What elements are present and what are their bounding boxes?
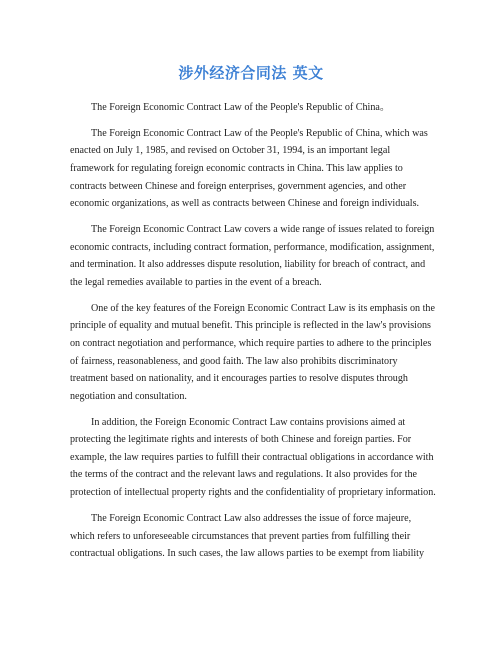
paragraph: The Foreign Economic Contract Law covers a wide range of issues related to foreign economic contracts, including contract formation, performance, modification, assignment, and termination. It also addresses dispute resolution, liability for breach of contract, and the legal remedies available to parties in the event of a breach. [70, 224, 435, 288]
document-body [70, 99, 436, 571]
document-title: 涉外经济合同法 英文 [178, 64, 324, 82]
paragraph: The Foreign Economic Contract Law of the People's Republic of China, which was enacted on July 1, 1985, and revised on October 31, 1994, is an important legal framework for regulating foreign economic contracts in China. This law applies to contracts between Chinese and foreign enterprises, government agencies, and other economic organizations, as well as contracts between Chinese and foreign individuals. [70, 127, 428, 210]
paragraph: In addition, the Foreign Economic Contract Law contains provisions aimed at protecting the legitimate rights and interests of both Chinese and foreign parties. For example, the law requires parties to fulfill their contractual obligations in accordance with the terms of the contract and the relevant laws and regulations. It also provides for the protection of intellectual property rights and the confidentiality of proprietary information. [70, 416, 436, 499]
paragraph: The Foreign Economic Contract Law also addresses the issue of force majeure, which refers to unforeseeable circumstances that prevent parties from fulfilling their contractual obligations. In such cases, the law allows parties to be exempt from liability [70, 512, 425, 560]
paragraph: One of the key features of the Foreign Economic Contract Law is its emphasis on the principle of equality and mutual benefit. This principle is reflected in the law's provisions on contract negotiation and performance, which require parties to adhere to the principles of fairness, reasonableness, and good faith. The law also prohibits discriminatory treatment based on nationality, and it encourages parties to resolve disputes through negotiation and consultation. [70, 302, 435, 402]
paragraph: The Foreign Economic Contract Law of the People's Republic of China。 [91, 102, 390, 113]
